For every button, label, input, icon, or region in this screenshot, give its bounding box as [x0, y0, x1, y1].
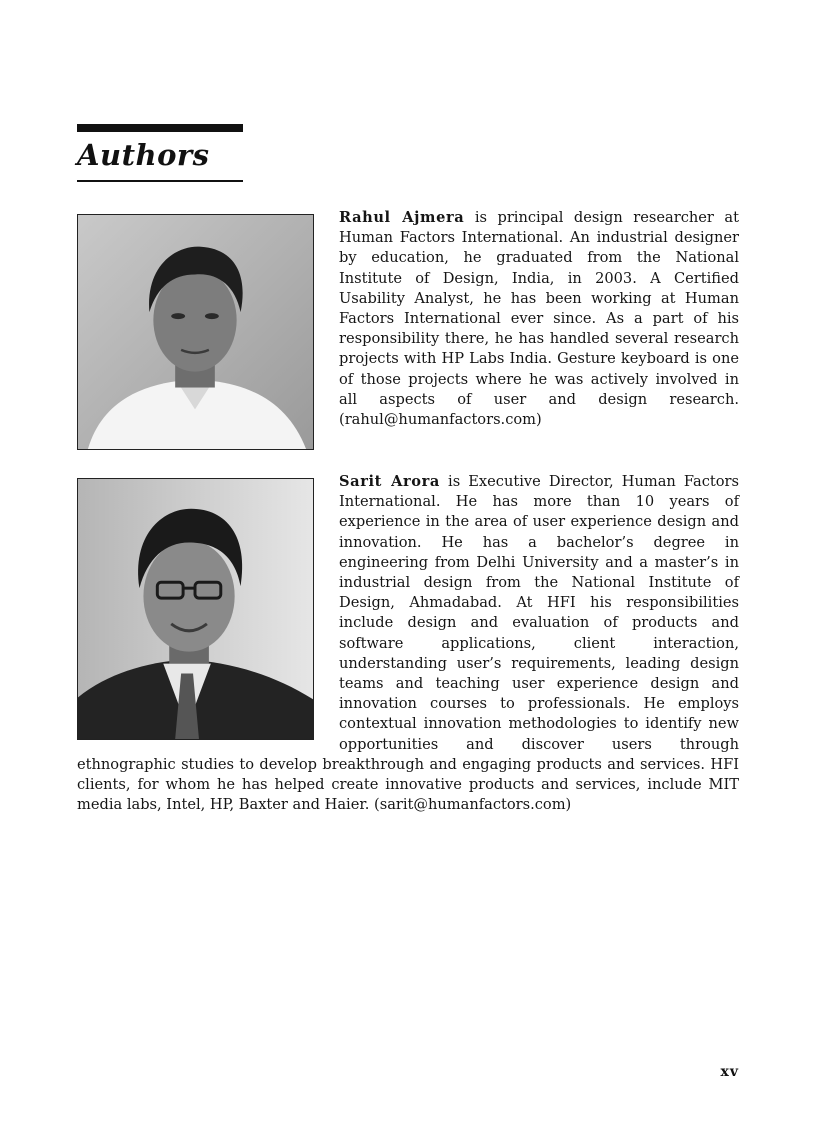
author-name: Rahul Ajmera — [339, 209, 465, 226]
title-bottom-rule — [77, 180, 243, 182]
page-number: xv — [720, 1064, 739, 1080]
author-bio-rahul-ajmera — [77, 208, 739, 454]
author-bio-text: is principal design researcher at Human Factors International. An industrial designer by education, he graduated from the National Institute of Design, India, in 2003. A Certified Usability Analyst, he has been working at Human Factors International ever since. As a part of his responsibility there, he has handled several research projects with HP Labs India. Gesture keyboard is one of those projects where he was actively involved in all aspects of user and design research. (rahul@humanfactors.com) — [339, 209, 739, 429]
author-photo-sarit-arora — [77, 478, 314, 740]
portrait-photo-icon — [78, 215, 313, 449]
author-photo-rahul-ajmera — [77, 214, 314, 450]
title-top-rule — [77, 124, 243, 132]
section-title: Authors — [77, 138, 210, 172]
author-name: Sarit Arora — [339, 473, 440, 490]
portrait-photo-icon — [78, 479, 313, 739]
author-bio-sarit-arora — [77, 472, 739, 815]
author-bio-text: is Executive Director, Human Factors International. He has more than 10 years of experience in the area of user experience design and innovation. He has a bachelor’s degree in engineering from Delhi University and a master’s in industrial design from the National Institute of Design, Ahmadabad. At HFI his responsibilities include design and evaluation of products and software applications, client interaction, understanding user’s requirements, leading design teams and teaching user experience design and innovation courses to professionals. He employs contextual innovation methodologies to identify new opportunities and discover users through ethnographic studies to develop breakthrough and engaging products and services. HFI clients, for whom he has helped create innovative products and services, include MIT media labs, Intel, HP, Baxter and Haier. (sarit@humanfactors.com) — [77, 473, 739, 814]
